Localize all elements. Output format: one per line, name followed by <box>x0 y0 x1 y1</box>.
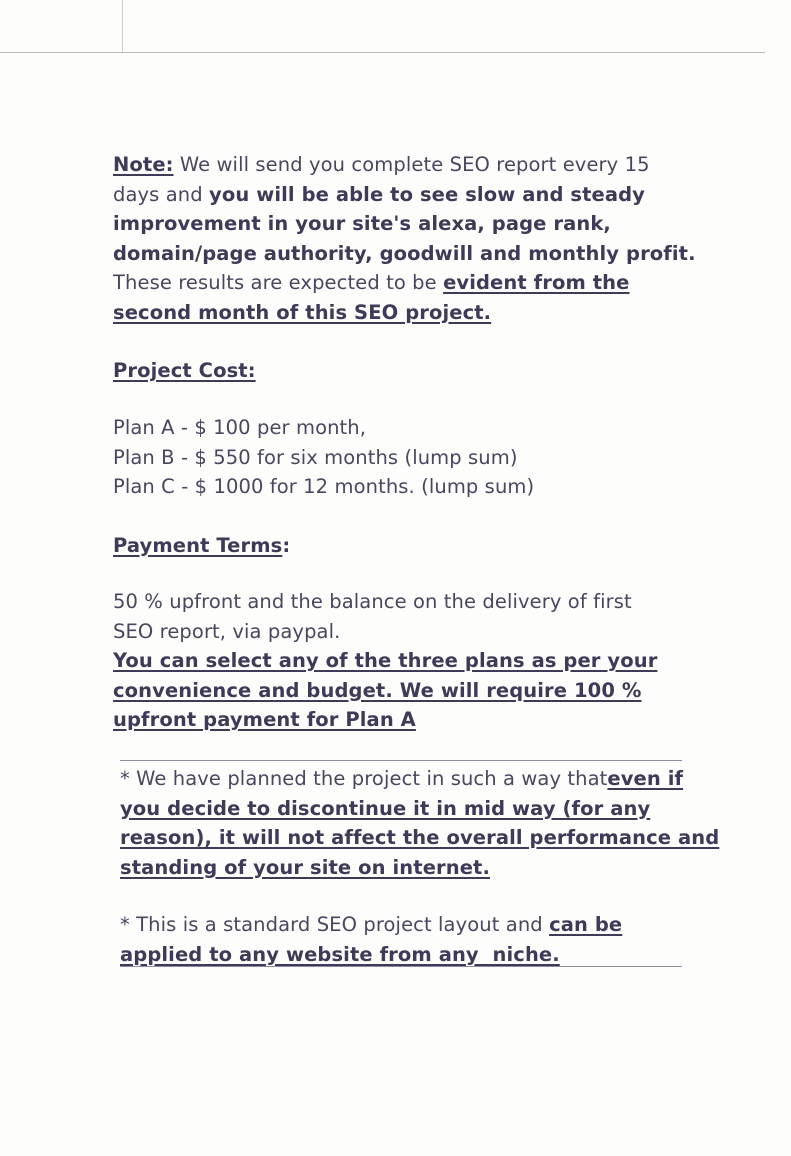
plan-b: Plan B - $ 550 for six months (lump sum) <box>113 445 518 469</box>
payment-terms-body <box>113 587 693 735</box>
payment-line-2: SEO report, via paypal. <box>113 619 341 643</box>
note-label: Note: <box>113 153 174 176</box>
footnote-1-line-1: * We have planned the project in such a way thateven if <box>120 767 684 790</box>
note-line-5: These results are expected to be evident from the <box>113 271 630 294</box>
footnote-2-line-1: * This is a standard SEO project layout and can be <box>120 913 623 936</box>
payment-terms-heading: Payment Terms: <box>113 534 291 557</box>
note-line-4: domain/page authority, goodwill and monthly profit. <box>113 241 696 265</box>
project-cost-section <box>113 356 693 386</box>
footnote-1 <box>120 764 720 882</box>
plan-a: Plan A - $ 100 per month, <box>113 416 367 439</box>
scan-fold-line <box>122 0 123 52</box>
footnote-2-line-2: applied to any website from any niche. <box>120 942 560 966</box>
plan-list <box>113 413 693 502</box>
footnote-1-line-3: reason), it will not affect the overall performance and <box>120 826 720 849</box>
payment-bold-line-2: convenience and budget. We will require 100 % <box>113 678 642 702</box>
payment-terms-section <box>113 531 693 561</box>
payment-bold-line-3: upfront payment for Plan A <box>113 708 416 731</box>
project-cost-heading: Project Cost: <box>113 359 256 382</box>
divider-bottom <box>120 966 682 967</box>
payment-line-1: 50 % upfront and the balance on the delivery of first <box>113 590 632 613</box>
scan-cut-off-text <box>395 0 635 6</box>
note-line-6: second month of this SEO project. <box>113 300 492 324</box>
note-line-1: Note: We will send you complete SEO report every 15 <box>113 153 650 176</box>
plan-c: Plan C - $ 1000 for 12 months. (lump sum) <box>113 475 535 498</box>
payment-bold-line-1: You can select any of the three plans as per your <box>113 649 658 672</box>
footnote-2 <box>120 910 700 969</box>
footnote-1-line-4: standing of your site on internet. <box>120 855 490 879</box>
divider-top <box>120 760 682 761</box>
note-section <box>113 150 696 327</box>
scan-edge-line <box>0 52 765 53</box>
note-line-2: days and you will be able to see slow and steady <box>113 182 645 206</box>
footnote-1-line-2: you decide to discontinue it in mid way (for any <box>120 796 651 820</box>
note-line-3: improvement in your site's alexa, page rank, <box>113 212 611 235</box>
